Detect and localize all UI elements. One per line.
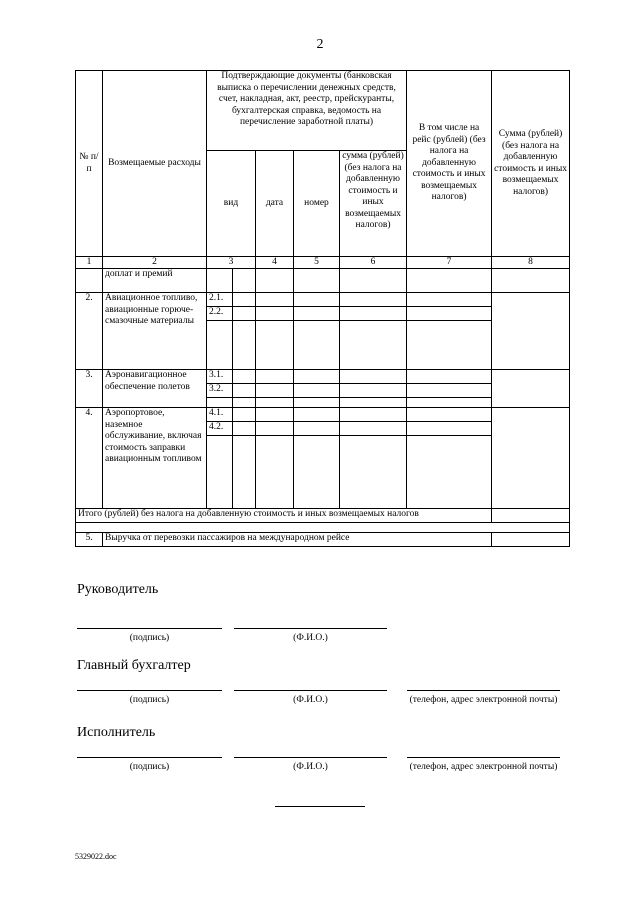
doc-code: 5329022.doc — [75, 852, 117, 861]
head-signature-caption: (подпись) — [129, 633, 170, 643]
table-row — [76, 293, 570, 307]
row-name: Аэропортовое, наземное обслуживание, включая стоимость заправки авиационным топливом — [103, 408, 207, 509]
header-no: № п/п — [76, 71, 103, 257]
total-label: Итого (рублей) без налога на добавленную стоимость и иных возмещаемых налогов — [76, 509, 492, 523]
col-number: 4 — [256, 257, 294, 269]
row-number: 2. — [76, 293, 103, 370]
header-total: Сумма (рублей) (без налога на добавленную стоимость и иных возмещаемых налогов) — [492, 71, 570, 257]
sub-item: 2.1. — [207, 293, 233, 307]
row-number: 4. — [76, 408, 103, 509]
revenue-number: 5. — [76, 533, 103, 547]
header-per-flight: В том числе на рейс (рублей) (без налога на добавленную стоимость и иных возмещаемых налогов) — [407, 71, 492, 257]
executor-contact-line — [407, 757, 560, 758]
chief-accountant-title: Главный бухгалтер — [77, 658, 191, 673]
header-kind: вид — [207, 151, 256, 257]
continuation-row — [76, 269, 570, 293]
col-number: 3 — [207, 257, 256, 269]
column-numbers-row — [76, 257, 570, 269]
executor-contact-caption: (телефон, адрес электронной почты) — [409, 762, 558, 772]
accountant-name-caption: (Ф.И.О.) — [293, 695, 328, 705]
header-expenses: Возмещаемые расходы — [103, 71, 207, 257]
executor-name-caption: (Ф.И.О.) — [293, 762, 328, 772]
accountant-signature-line — [77, 690, 222, 691]
header-sum: сумма (рублей) (без налога на добавленную стоимость и иных возмещаемых налогов) — [340, 151, 407, 257]
accountant-name-line — [234, 690, 387, 691]
col-number: 7 — [407, 257, 492, 269]
row-number: 3. — [76, 370, 103, 408]
sub-item: 3.2. — [207, 384, 233, 398]
executor-signature-line — [77, 757, 222, 758]
spacer-row — [76, 523, 570, 533]
end-divider — [275, 806, 365, 807]
head-signature-line — [77, 628, 222, 629]
col-number: 5 — [294, 257, 340, 269]
accountant-contact-line — [407, 690, 560, 691]
sub-item: 3.1. — [207, 370, 233, 384]
header-docs: Подтверждающие документы (банковская выписка о перечислении денежных средств, счет, накладная, акт, реестр, прейскуранты, бухгалтерская справка, ведомость на перечисление заработной платы) — [207, 71, 407, 151]
col-number: 1 — [76, 257, 103, 269]
executor-signature-caption: (подпись) — [129, 762, 170, 772]
total-row — [76, 509, 570, 523]
table-row — [76, 370, 570, 384]
head-title: Руководитель — [77, 582, 159, 597]
revenue-label: Выручка от перевозки пассажиров на международном рейсе — [103, 533, 492, 547]
accountant-contact-caption: (телефон, адрес электронной почты) — [409, 695, 558, 705]
revenue-row — [76, 533, 570, 547]
header-date: дата — [256, 151, 294, 257]
table-row — [76, 408, 570, 422]
row-name: Авиационное топливо, авиационные горюче-смазочные материалы — [103, 293, 207, 370]
row-name: Аэронавигационное обеспечение полетов — [103, 370, 207, 408]
expense-table — [75, 70, 570, 547]
head-name-caption: (Ф.И.О.) — [293, 633, 328, 643]
col-number: 8 — [492, 257, 570, 269]
head-name-line — [234, 628, 387, 629]
executor-title: Исполнитель — [77, 725, 156, 740]
page-number: 2 — [316, 37, 324, 52]
header-number: номер — [294, 151, 340, 257]
sub-item: 4.1. — [207, 408, 233, 422]
sub-item: 2.2. — [207, 307, 233, 321]
col-number: 2 — [103, 257, 207, 269]
executor-name-line — [234, 757, 387, 758]
continuation-text: доплат и премий — [103, 269, 207, 293]
sub-item: 4.2. — [207, 422, 233, 436]
accountant-signature-caption: (подпись) — [129, 695, 170, 705]
col-number: 6 — [340, 257, 407, 269]
